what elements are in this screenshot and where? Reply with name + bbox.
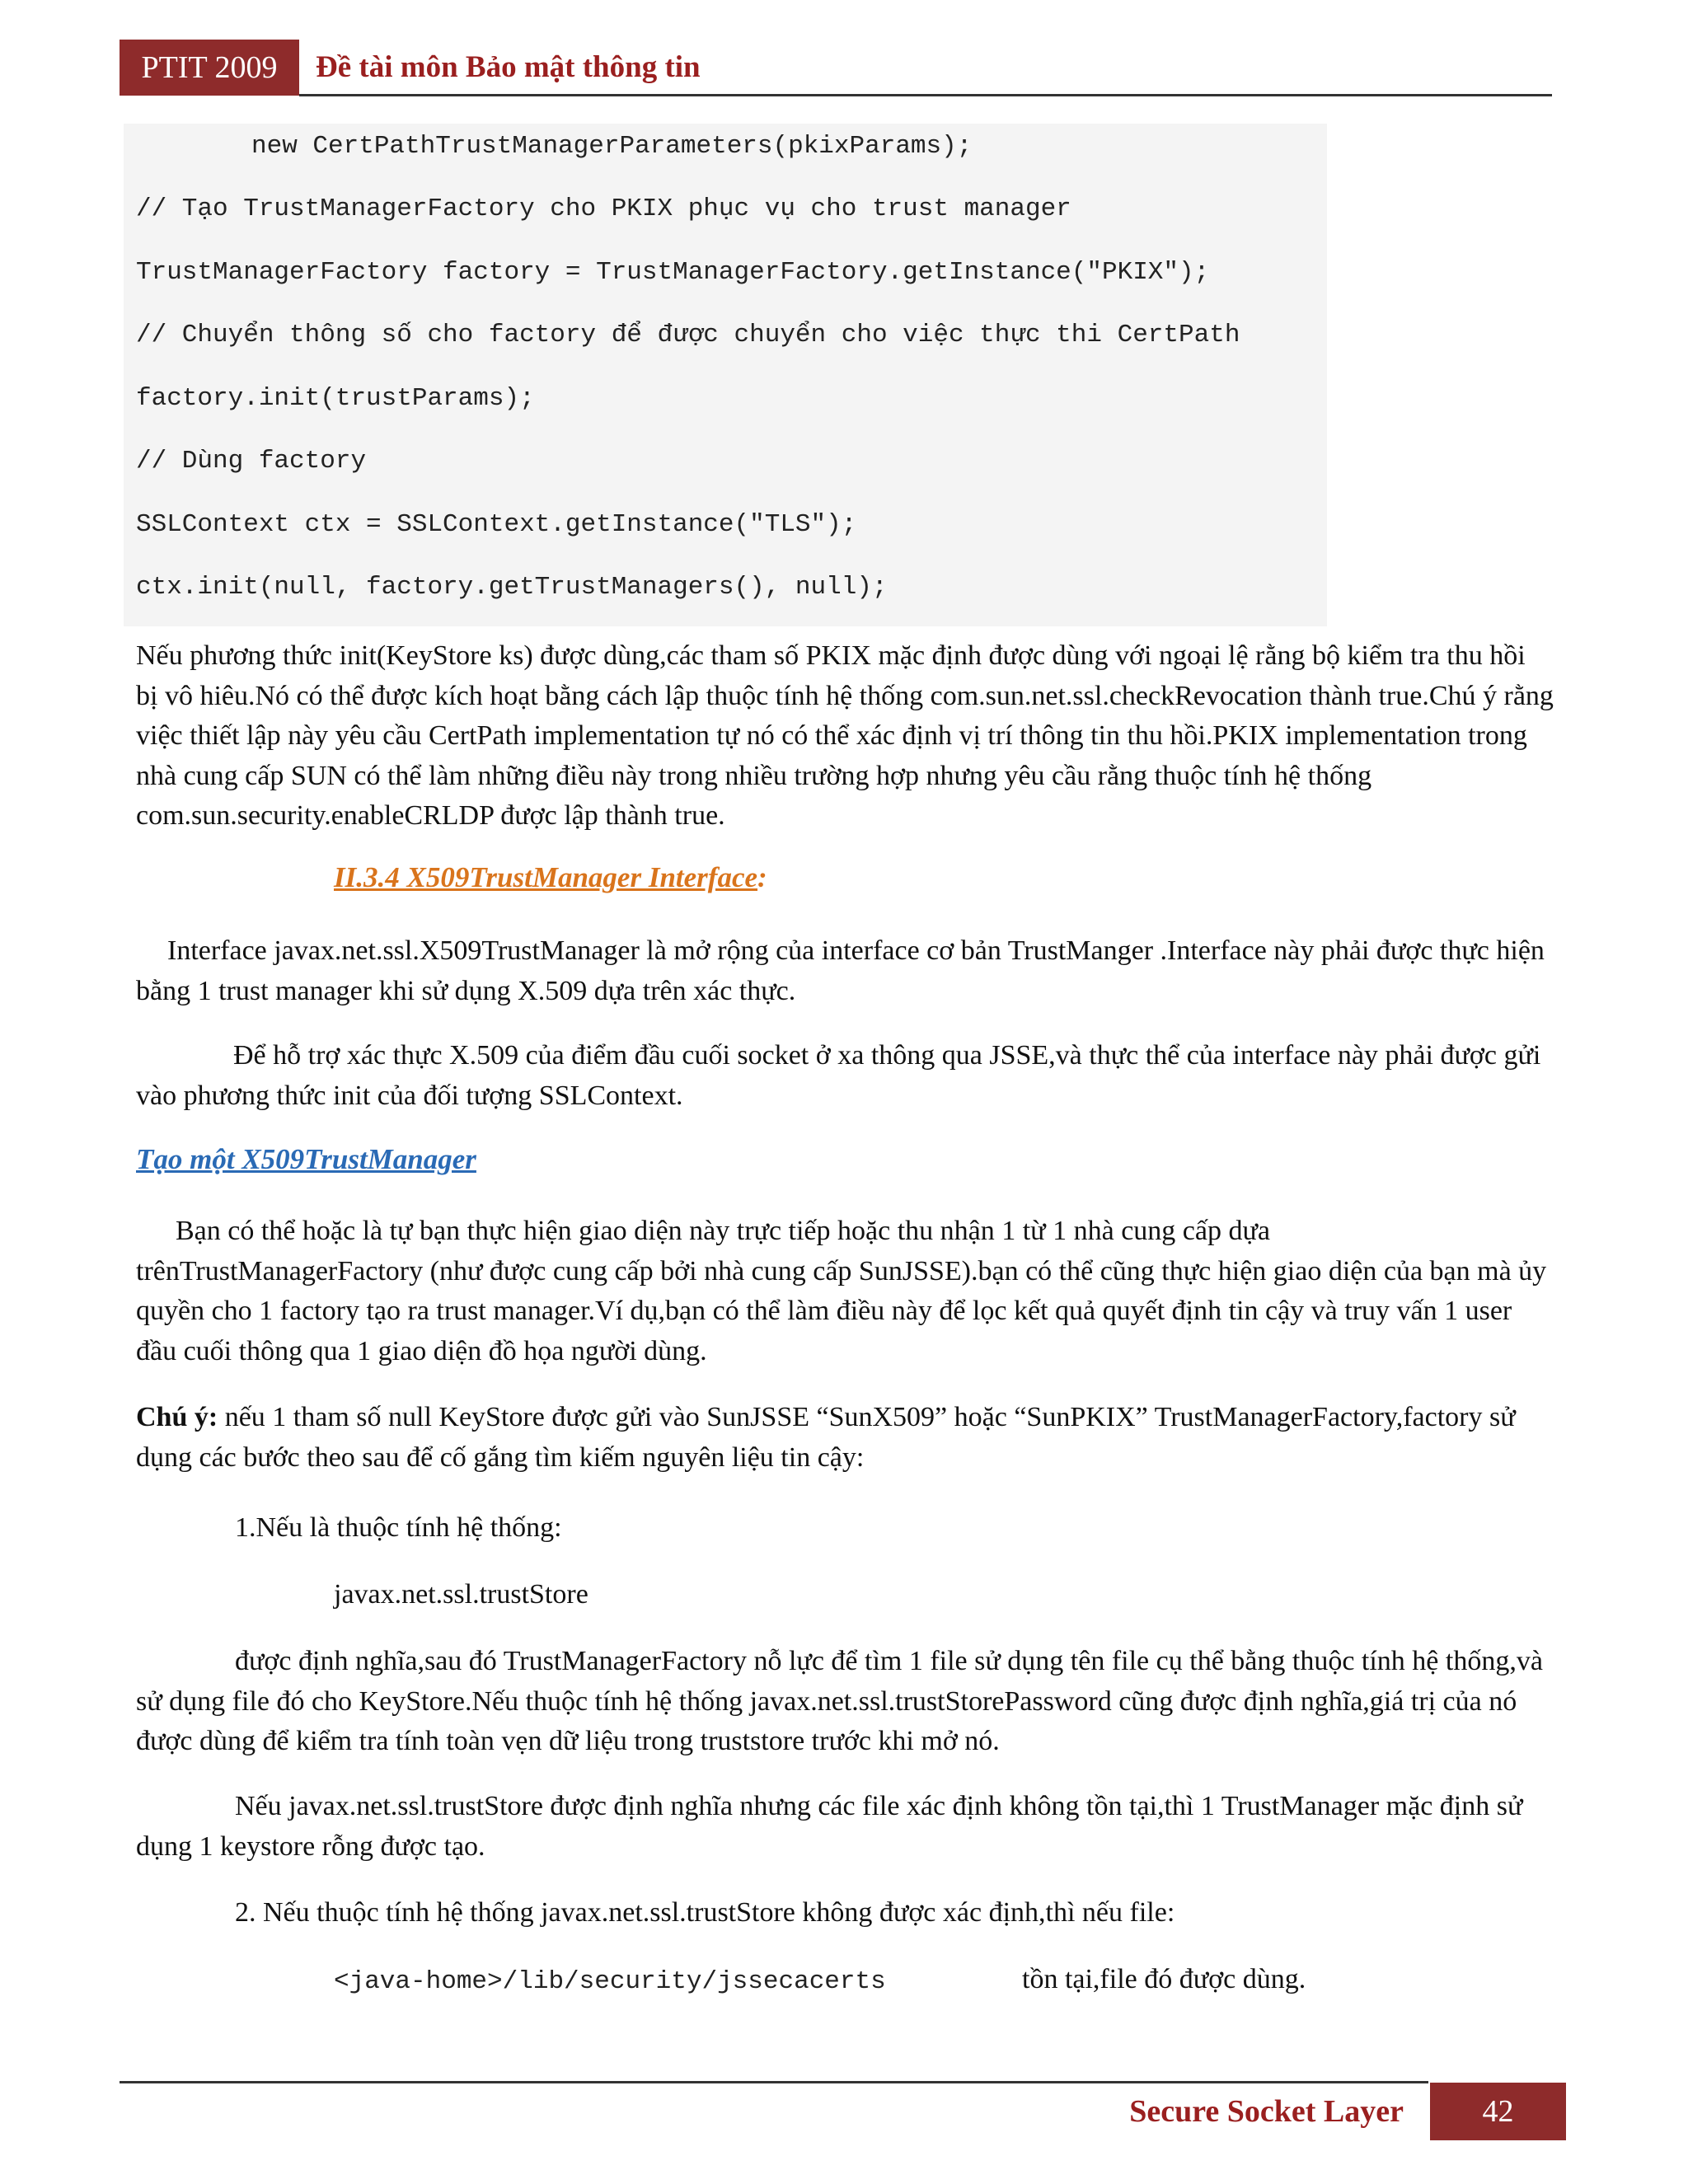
note-paragraph <box>136 1398 1554 1478</box>
note-label: Chú ý: <box>136 1402 218 1432</box>
paragraph-x509-support: Để hỗ trợ xác thực X.509 của điểm đầu cuối socket ở xa thông qua JSSE,và thực thể của interface này phải được gửi vào phương thức init của đối tượng SSLContext. <box>136 1040 1541 1111</box>
code-line: new CertPathTrustManagerParameters(pkixParams); <box>251 132 973 161</box>
code-line: SSLContext ctx = SSLContext.getInstance("TLS"); <box>136 510 857 539</box>
code-line: // Dùng factory <box>136 447 367 476</box>
paragraph-implementation: Bạn có thể hoặc là tự bạn thực hiện giao diện này trực tiếp hoặc thu nhận 1 từ 1 nhà cung cấp dựa trênTrustManagerFactory (như được cung cấp bởi nhà cung cấp SunJSSE).bạn có thể cũng thực hiện giao diện của bạn mà ủy quyền cho 1 factory tạo ra trust manager.Ví dụ,bạn có thể làm điều này để lọc kết quả quyết định tin cậy và truy vấn 1 user đầu cuối thông qua 1 giao diện đồ họa người dùng. <box>136 1216 1547 1366</box>
code-line: // Chuyển thông số cho factory để được chuyển cho việc thực thi CertPath <box>136 321 1240 349</box>
paragraph-pkix-defaults: Nếu phương thức init(KeyStore ks) được dùng,các tham số PKIX mặc định được dùng với ngoại lệ rằng bộ kiểm tra thu hồi bị vô hiêu.Nó có thể được kích hoạt bằng cách lập thuộc tính hệ thống com.sun.net.ssl.checkRevocation thành true.Chú ý rằng việc thiết lập này yêu cầu CertPath implementation tự nó có thể xác định vị trí thông tin thu hồi.PKIX implementation trong nhà cung cấp SUN có thể làm những điều này trong nhiều trường hợp nhưng yêu cầu rằng thuộc tính hệ thống com.sun.security.enableCRLDP được lập thành true. <box>136 640 1554 831</box>
step-2-path: <java-home>/lib/security/jssecacerts <box>334 1967 886 1996</box>
code-line: ctx.init(null, factory.getTrustManagers(), null); <box>136 573 888 602</box>
section-heading-suffix: : <box>757 861 767 893</box>
page-number: 42 <box>1430 2083 1566 2140</box>
paragraph-interface: Interface javax.net.ssl.X509TrustManager là mở rộng của interface cơ bản TrustManger .Interface này phải được thực hiện bằng 1 trust manager khi sử dụng X.509 dựa trên xác thực. <box>136 935 1545 1006</box>
code-line: TrustManagerFactory factory = TrustManagerFactory.getInstance("PKIX"); <box>136 258 1210 287</box>
step-2-tail: tồn tại,file đó được dùng. <box>1022 1964 1306 1994</box>
footer-title: Secure Socket Layer <box>1129 2094 1404 2129</box>
page-header <box>120 40 1552 96</box>
header-divider <box>299 94 1552 96</box>
code-line: // Tạo TrustManagerFactory cho PKIX phục vụ cho trust manager <box>136 194 1071 223</box>
header-title: Đề tài môn Bảo mật thông tin <box>316 50 701 84</box>
header-badge: PTIT 2009 <box>120 40 299 96</box>
paragraph-truststore-missing: Nếu javax.net.ssl.trustStore được định nghĩa nhưng các file xác định không tồn tại,thì 1 TrustManager mặc định sử dụng 1 keystore rỗng được tạo. <box>136 1791 1523 1862</box>
section-heading-text: II.3.4 X509TrustManager Interface <box>334 861 758 893</box>
note-text: nếu 1 tham số null KeyStore được gửi vào SunJSSE “SunX509” hoặc “SunPKIX” TrustManagerFactory,factory sử dụng các bước theo sau để cố gắng tìm kiếm nguyên liệu tin cậy: <box>136 1402 1516 1473</box>
section-heading <box>334 861 767 894</box>
paragraph-truststore-defined: được định nghĩa,sau đó TrustManagerFactory nỗ lực để tìm 1 file sử dụng tên file cụ thể bằng thuộc tính hệ thống,và sử dụng file đó cho KeyStore.Nếu thuộc tính hệ thống javax.net.ssl.trustStorePassword cũng được định nghĩa,giá trị của nó được dùng để kiểm tra tính toàn vẹn dữ liệu trong truststore trước khi mở nó. <box>136 1646 1543 1756</box>
step-1-property: javax.net.ssl.trustStore <box>334 1579 588 1610</box>
step-2: 2. Nếu thuộc tính hệ thống javax.net.ssl.trustStore không được xác định,thì nếu file: <box>235 1897 1175 1928</box>
code-line: factory.init(trustParams); <box>136 384 535 413</box>
subheading-create-trustmanager: Tạo một X509TrustManager <box>136 1143 476 1175</box>
step-1: 1.Nếu là thuộc tính hệ thống: <box>235 1512 562 1543</box>
